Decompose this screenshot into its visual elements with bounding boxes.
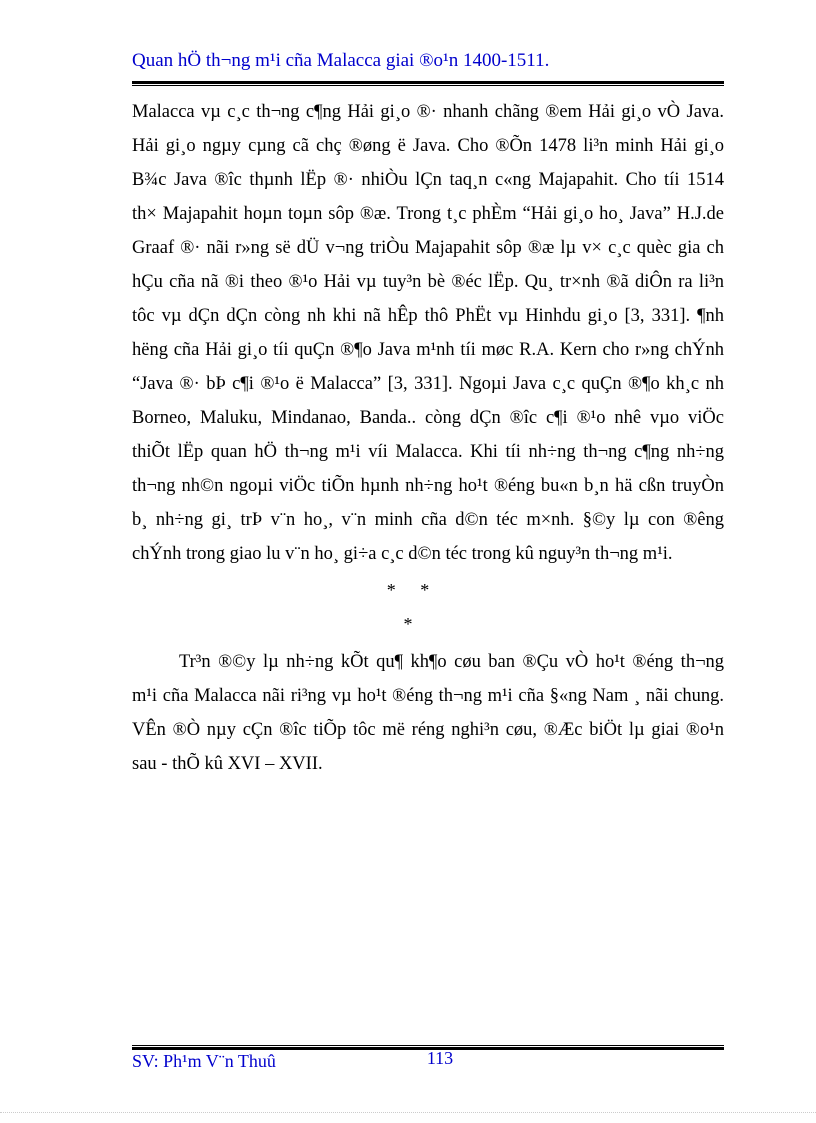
paragraph-1 bbox=[132, 95, 724, 571]
paragraph-1-line: hëng cña Hải gi¸o tíi quÇn ®¶o Java m¹nh tíi møc R.A. Kern cho r»ng chÝnh bbox=[132, 340, 724, 360]
paragraph-1-line: th× Majapahit hoµn toµn sôp ®æ. Trong t¸c phÈm “Hải gi¸o ho¸ Java” H.J.de bbox=[132, 204, 724, 224]
header-rule bbox=[132, 81, 724, 86]
running-header: Quan hÖ th¬ng m¹i cña Malacca giai ®o¹n 1400-1511. bbox=[132, 50, 550, 71]
paragraph-2-line: Tr³n ®©y lµ nh÷ng kÕt qu¶ kh¶o cøu ban ®Çu vÒ ho¹t ®éng th¬ng bbox=[179, 652, 724, 672]
paragraph-1-line: th¬ng nh©n ngoµi viÖc tiÕn hµnh nh÷ng ho¹t ®éng bu«n b¸n hä cßn truyÒn bbox=[132, 476, 724, 496]
paragraph-1-line: Borneo, Maluku, Mindanao, Banda.. còng dÇn ®îc c¶i ®¹o nhê vµo viÖc bbox=[132, 408, 724, 428]
section-separator-bottom: * bbox=[403, 614, 413, 634]
paragraph-1-line: Malacca vµ c¸c th¬ng c¶ng Hải gi¸o ®· nhanh chãng ®em Hải gi¸o vÒ Java. bbox=[132, 102, 724, 122]
paragraph-1-line: b¸ nh÷ng gi¸ trÞ v¨n ho¸, v¨n minh cña d©n téc m×nh. §©y lµ con ®êng bbox=[132, 510, 724, 530]
paragraph-1-line: tôc vµ dÇn dÇn còng nh khi nã hÊp thô PhËt vµ Hinhdu gi¸o [3, 331]. ¶nh bbox=[132, 306, 724, 326]
footer-author: SV: Ph¹m V¨n Thuû bbox=[132, 1051, 276, 1071]
page-bottom-edge bbox=[0, 1112, 816, 1113]
paragraph-2 bbox=[132, 645, 724, 781]
paragraph-1-line: chÝnh trong giao lu v¨n ho¸ gi÷a c¸c d©n téc trong kû nguy³n th¬ng m¹i. bbox=[132, 544, 673, 564]
paragraph-2-line: sau - thÕ kû XVI – XVII. bbox=[132, 754, 323, 774]
page-number: 113 bbox=[426, 1048, 454, 1068]
paragraph-1-line: B¾c Java ®îc thµnh lËp ®· nhiÒu lÇn taq¸n c«ng Majapahit. Cho tíi 1514 bbox=[132, 170, 724, 190]
paragraph-1-line: hÇu cña nã ®i theo ®¹o Hải vµ tuy³n bè ®éc lËp. Qu¸ tr×nh ®ã diÔn ra li³n bbox=[132, 272, 724, 292]
paragraph-2-line: VÊn ®Ò nµy cÇn ®îc tiÕp tôc më réng nghi³n cøu, ®Æc biÖt lµ giai ®o¹n bbox=[132, 720, 724, 740]
section-separator-top: * * bbox=[386, 580, 430, 600]
paragraph-1-line: “Java ®· bÞ c¶i ®¹o ë Malacca” [3, 331]. Ngoµi Java c¸c quÇn ®¶o kh¸c nh bbox=[132, 374, 724, 394]
paragraph-1-line: Graaf ®· nãi r»ng së dÜ v¬ng triÒu Majapahit sôp ®æ lµ v× c¸c quèc gia ch bbox=[132, 238, 724, 258]
paragraph-1-line: thiÕt lËp quan hÖ th¬ng m¹i víi Malacca. Khi tíi nh÷ng th¬ng c¶ng nh÷ng bbox=[132, 442, 724, 462]
paragraph-2-line: m¹i cña Malacca nãi ri³ng vµ ho¹t ®éng th¬ng m¹i cña §«ng Nam ¸ nãi chung. bbox=[132, 686, 724, 706]
paragraph-1-line: Hải gi¸o ngµy cµng cã chç ®øng ë Java. Cho ®Õn 1478 li³n minh Hải gi¸o bbox=[132, 136, 724, 156]
